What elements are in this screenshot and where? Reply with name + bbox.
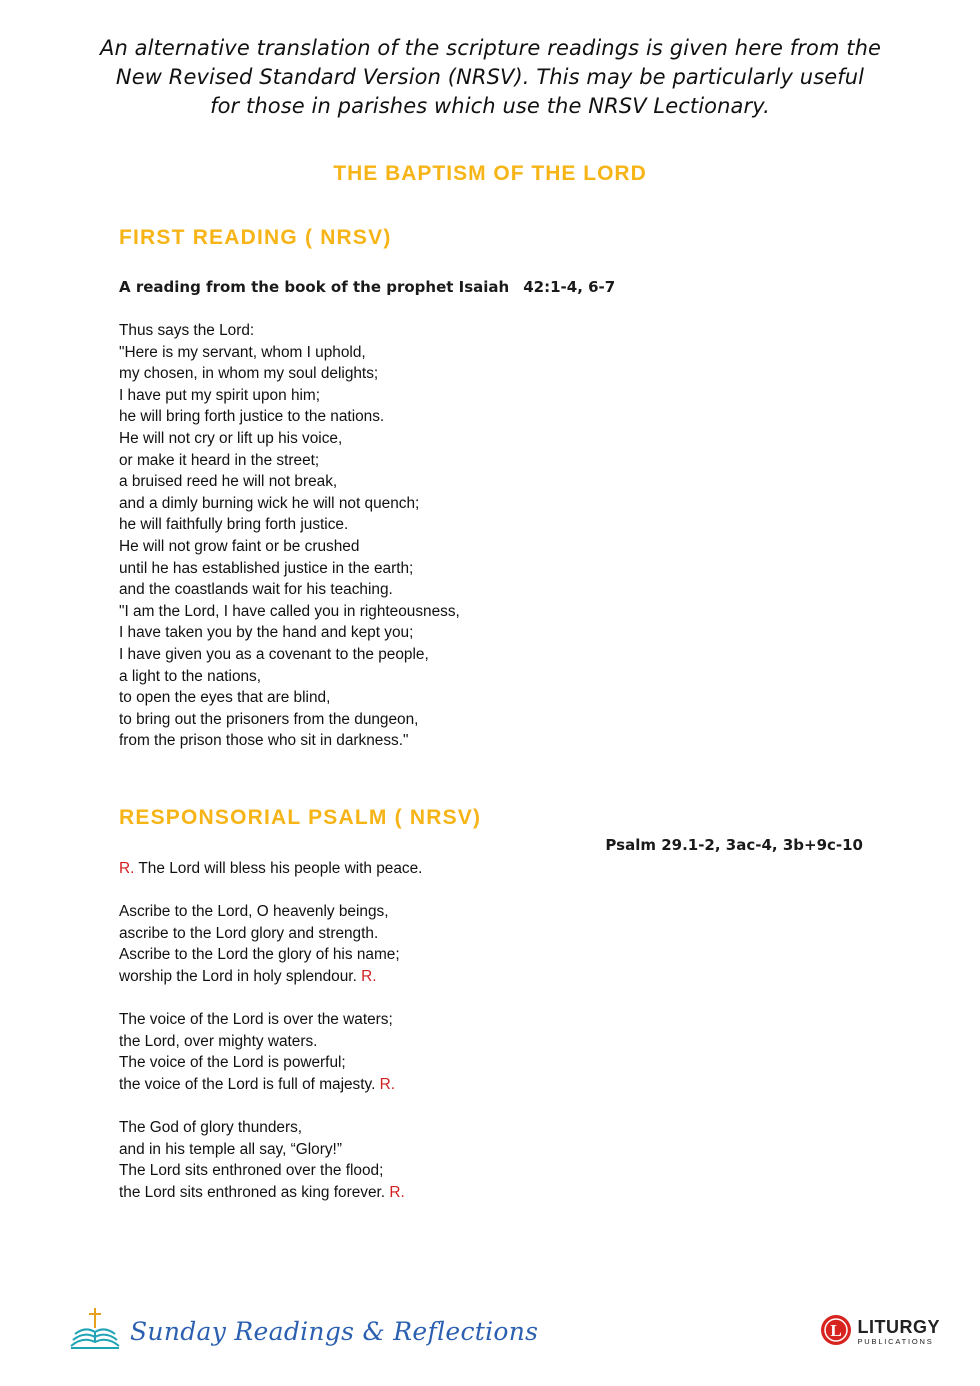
footer-wordmark: Sunday Readings & Reflections	[130, 1316, 539, 1346]
verse-line	[119, 1074, 422, 1096]
verse-line-text: worship the Lord in holy splendour.	[119, 967, 362, 985]
verse-line: my chosen, in whom my soul delights;	[119, 365, 379, 383]
verse-line: the Lord, over mighty waters.	[119, 1032, 318, 1050]
verse-line: and in his temple all say, “Glory!”	[119, 1140, 342, 1158]
intro-line: for those in parishes which use the NRSV Lectionary.	[210, 94, 770, 118]
first-reading-heading: FIRST READING ( NRSV)	[119, 226, 392, 249]
psalm-heading: RESPONSORIAL PSALM ( NRSV)	[119, 806, 482, 829]
verse-line: "I am the Lord, I have called you in righteousness,	[119, 602, 460, 620]
verse-line: a light to the nations,	[119, 667, 262, 685]
psalm-reference: Psalm 29.1-2, 3ac-4, 3b+9c-10	[605, 836, 863, 854]
verse-line: The voice of the Lord is over the waters;	[119, 1011, 393, 1029]
stanza-gap	[119, 988, 422, 1010]
verse-line: He will not grow faint or be crushed	[119, 537, 360, 555]
verse-line: The voice of the Lord is powerful;	[119, 1054, 346, 1072]
psalm-response	[119, 858, 422, 880]
reading-source	[119, 278, 615, 296]
verse-line: and a dimly burning wick he will not quench;	[119, 494, 420, 512]
first-reading-text	[119, 320, 460, 752]
intro-line: An alternative translation of the scripture readings is given here from the	[100, 36, 882, 60]
verse-line: The Lord sits enthroned over the flood;	[119, 1162, 384, 1180]
reading-reference: 42:1-4, 6-7	[523, 278, 616, 296]
svg-text:L: L	[829, 1321, 842, 1340]
publisher-name-line1: LITURGY	[857, 1317, 940, 1338]
verse-line: he will faithfully bring forth justice.	[119, 516, 349, 534]
page-title: THE BAPTISM OF THE LORD	[333, 162, 647, 185]
verse-line: from the prison those who sit in darkness."	[119, 732, 409, 750]
verse-line: or make it heard in the street;	[119, 451, 320, 469]
response-marker: R.	[379, 1075, 396, 1093]
verse-line: to bring out the prisoners from the dungeon,	[119, 710, 419, 728]
response-marker: R.	[119, 860, 135, 877]
intro-line: New Revised Standard Version (NRSV). This may be particularly useful	[115, 65, 865, 89]
verse-line: I have given you as a covenant to the people,	[119, 645, 429, 663]
publisher-name	[858, 1318, 941, 1346]
publisher-logo	[820, 1314, 941, 1350]
intro-note	[100, 34, 880, 121]
response-marker: R.	[361, 967, 377, 985]
footer-brand	[68, 1306, 538, 1356]
stanza-gap	[119, 880, 422, 902]
verse-line: The God of glory thunders,	[119, 1119, 303, 1137]
verse-line: Ascribe to the Lord, O heavenly beings,	[119, 903, 389, 921]
verse-line: I have put my spirit upon him;	[119, 386, 321, 404]
response-marker: R.	[389, 1183, 405, 1201]
reading-source-text: A reading from the book of the prophet Isaiah	[119, 278, 510, 296]
open-book-cross-icon	[68, 1306, 122, 1356]
verse-line: to open the eyes that are blind,	[119, 689, 331, 707]
verse-line: and the coastlands wait for his teaching.	[119, 581, 393, 599]
verse-line	[119, 966, 422, 988]
verse-line: a bruised reed he will not break,	[119, 473, 338, 491]
verse-line: Thus says the Lord:	[119, 322, 255, 339]
publisher-name-line2: PUBLICATIONS	[857, 1337, 934, 1347]
verse-line-text: the Lord sits enthroned as king forever.	[119, 1183, 390, 1201]
response-text: The Lord will bless his people with peace.	[134, 860, 423, 877]
verse-line: until he has established justice in the earth;	[119, 559, 414, 577]
verse-line	[119, 1182, 422, 1204]
psalm-text	[119, 858, 422, 1204]
verse-line: ascribe to the Lord glory and strength.	[119, 924, 379, 942]
verse-line: He will not cry or lift up his voice,	[119, 429, 343, 447]
stanza-gap	[119, 1096, 422, 1118]
verse-line: he will bring forth justice to the nations.	[119, 408, 385, 426]
liturgy-logo-icon	[820, 1314, 852, 1350]
verse-line: I have taken you by the hand and kept you;	[119, 624, 414, 642]
verse-line: "Here is my servant, whom I uphold,	[119, 343, 366, 361]
verse-line: Ascribe to the Lord the glory of his name;	[119, 946, 400, 964]
verse-line-text: the voice of the Lord is full of majesty.	[119, 1075, 380, 1093]
